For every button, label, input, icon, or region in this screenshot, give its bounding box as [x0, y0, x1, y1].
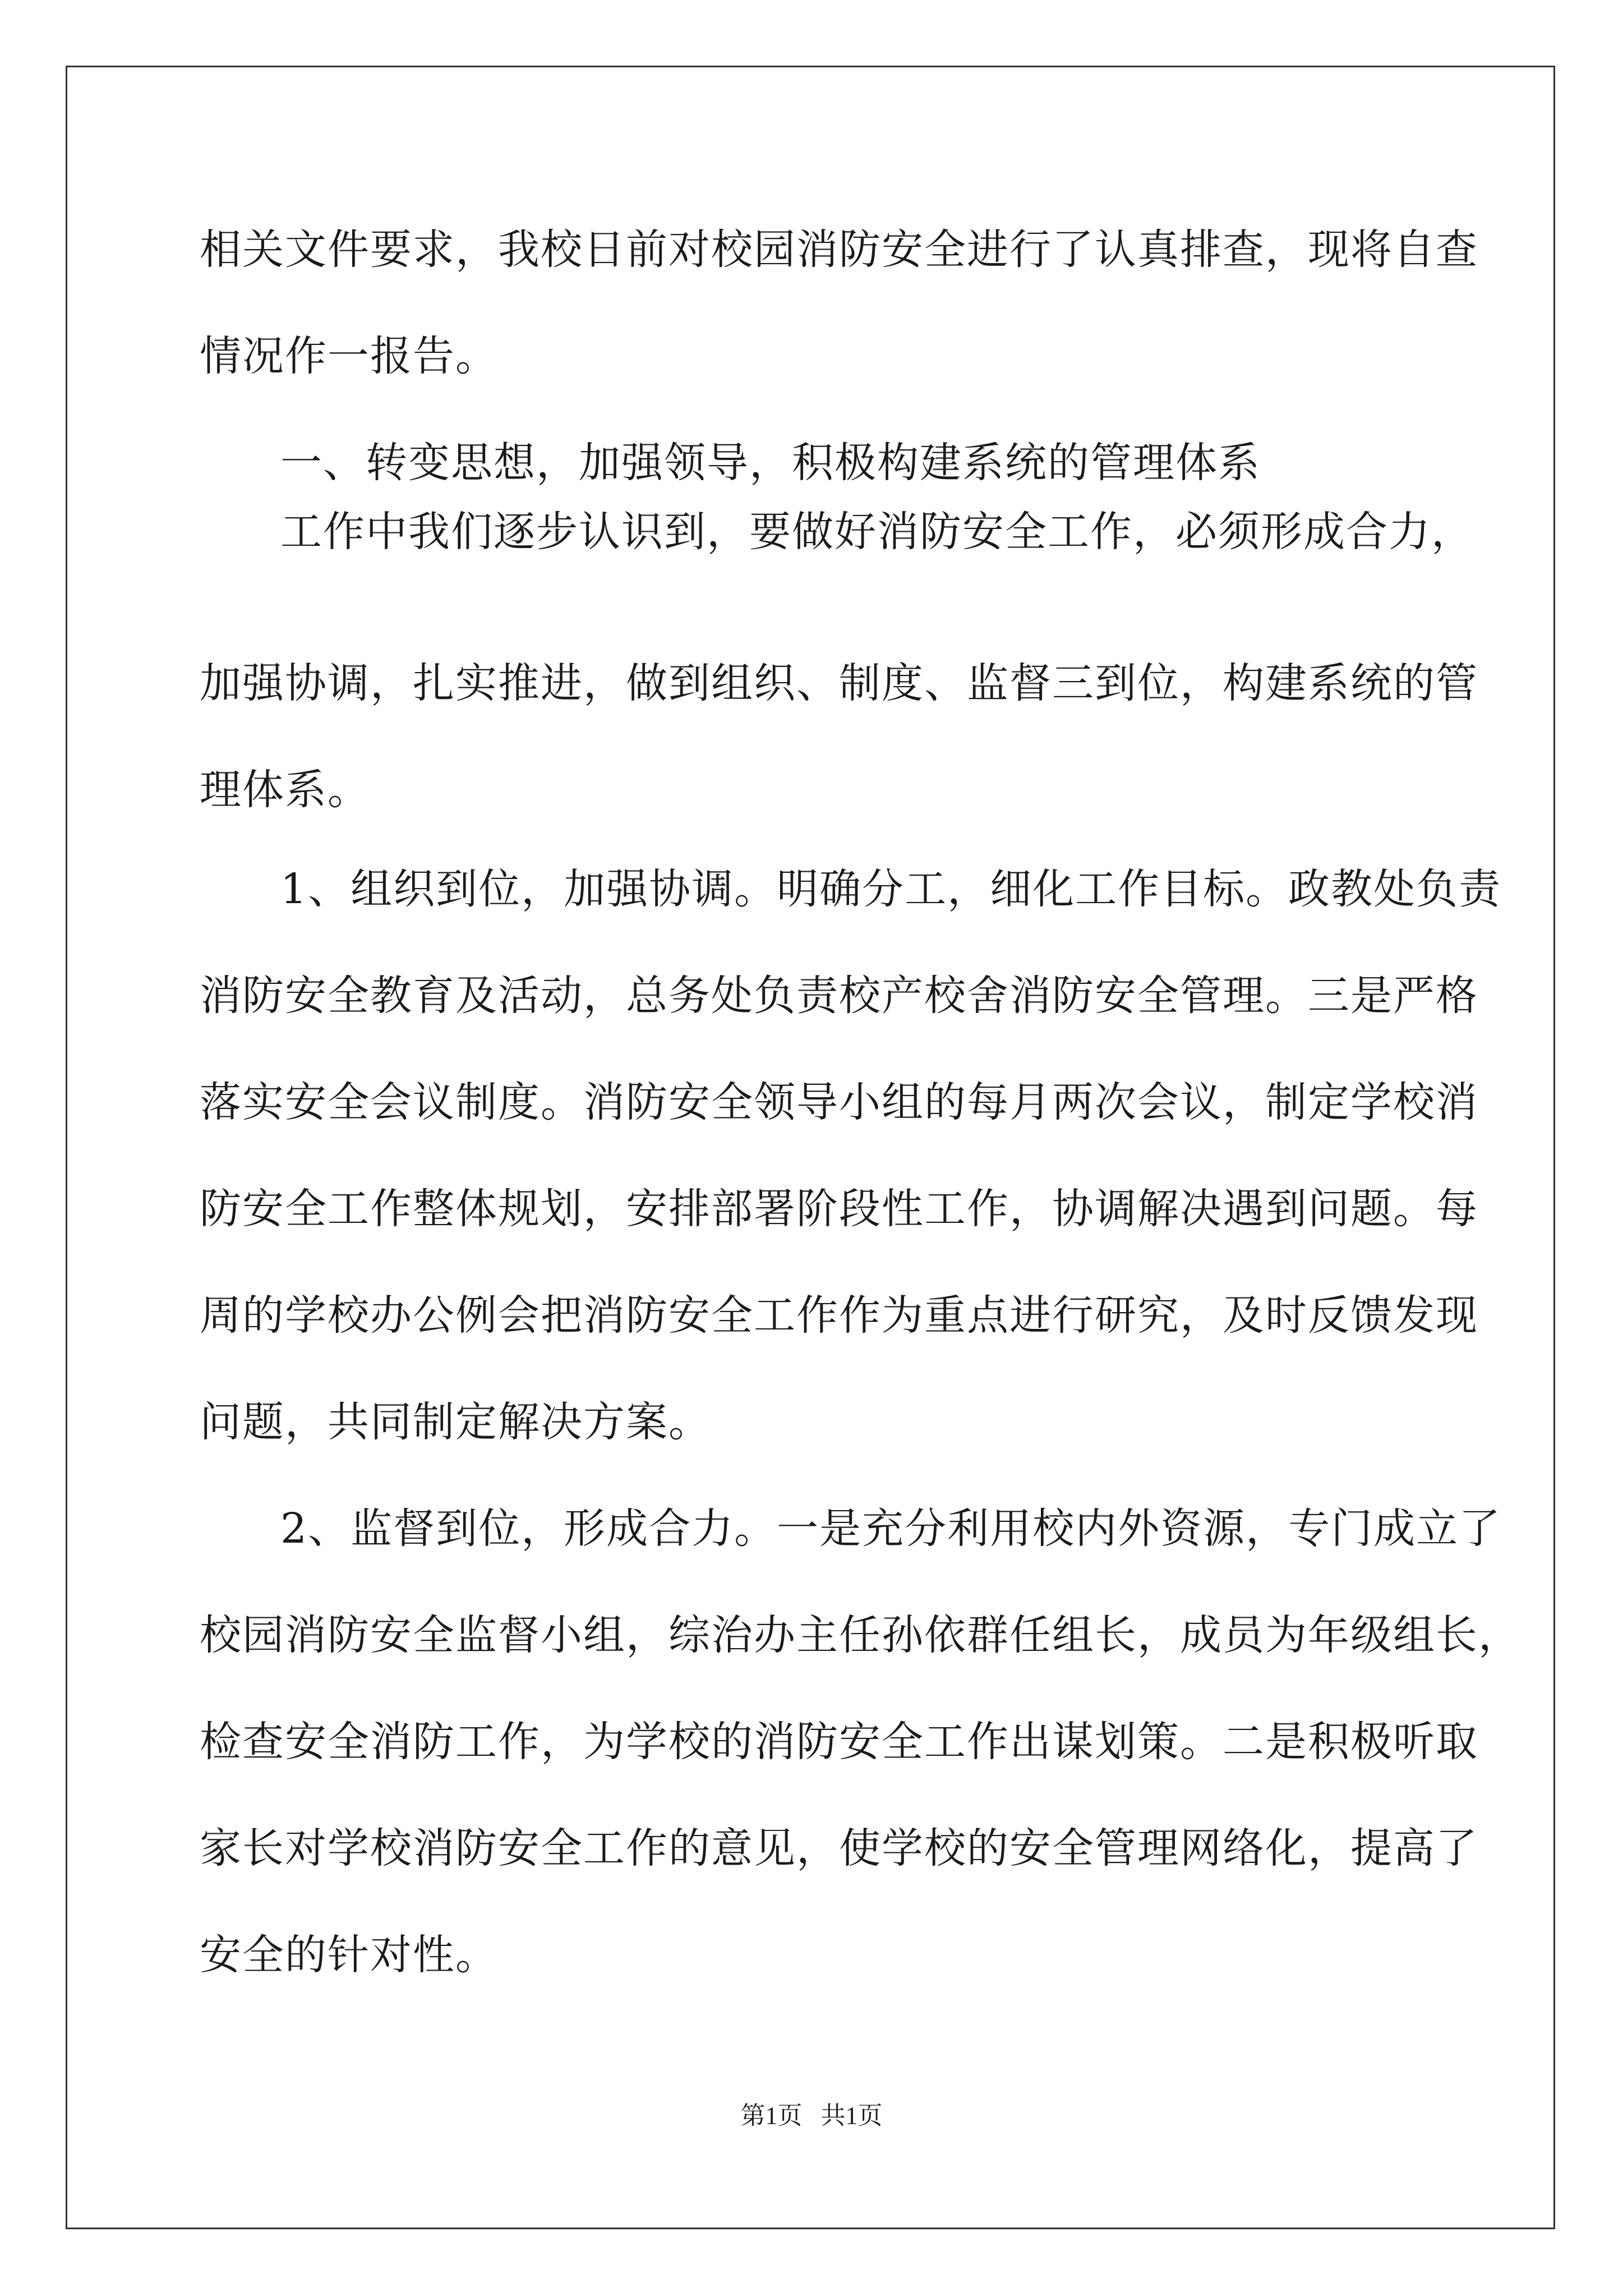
item-1-line-3: 落实安全会议制度。消防安全领导小组的每月两次会议，制定学校消 — [200, 1078, 1478, 1126]
item-2-line-2: 校园消防安全监督小组，综治办主任孙依群任组长，成员为年级组长， — [200, 1611, 1521, 1659]
item-2-line-5: 安全的针对性。 — [200, 1931, 498, 1979]
page-footer: 第1页 共1页 — [740, 2102, 883, 2129]
page-border — [66, 66, 1555, 2229]
intro-line-2: 情况作一报告。 — [200, 332, 498, 380]
item-2-line-4: 家长对学校消防安全工作的意见，使学校的安全管理网络化，提高了 — [200, 1824, 1478, 1872]
item-1-line-2: 消防安全教育及活动，总务处负责校产校舍消防安全管理。三是严格 — [200, 972, 1478, 1020]
section-heading: 一、转变思想，加强领导，积极构建系统的管理体系 — [280, 439, 1261, 487]
body-line-1: 工作中我们逐步认识到，要做好消防安全工作，必须形成合力， — [280, 508, 1474, 556]
item-1-line-6: 问题，共同制定解决方案。 — [200, 1398, 711, 1446]
body-line-2: 加强协调，扎实推进，做到组织、制度、监督三到位，构建系统的管 — [200, 659, 1478, 707]
item-1-line-1: 1、组织到位，加强协调。明确分工，细化工作目标。政教处负责 — [280, 865, 1502, 913]
item-1-line-4: 防安全工作整体规划，安排部署阶段性工作，协调解决遇到问题。每 — [200, 1185, 1478, 1233]
intro-line-1: 相关文件要求，我校日前对校园消防安全进行了认真排查，现将自查 — [200, 226, 1478, 274]
item-2-line-3: 检查安全消防工作，为学校的消防安全工作出谋划策。二是积极听取 — [200, 1718, 1478, 1766]
item-2-line-1: 2、监督到位，形成合力。一是充分利用校内外资源，专门成立了 — [280, 1504, 1502, 1553]
item-1-line-5: 周的学校办公例会把消防安全工作作为重点进行研究，及时反馈发现 — [200, 1291, 1478, 1340]
body-line-3: 理体系。 — [200, 766, 370, 814]
